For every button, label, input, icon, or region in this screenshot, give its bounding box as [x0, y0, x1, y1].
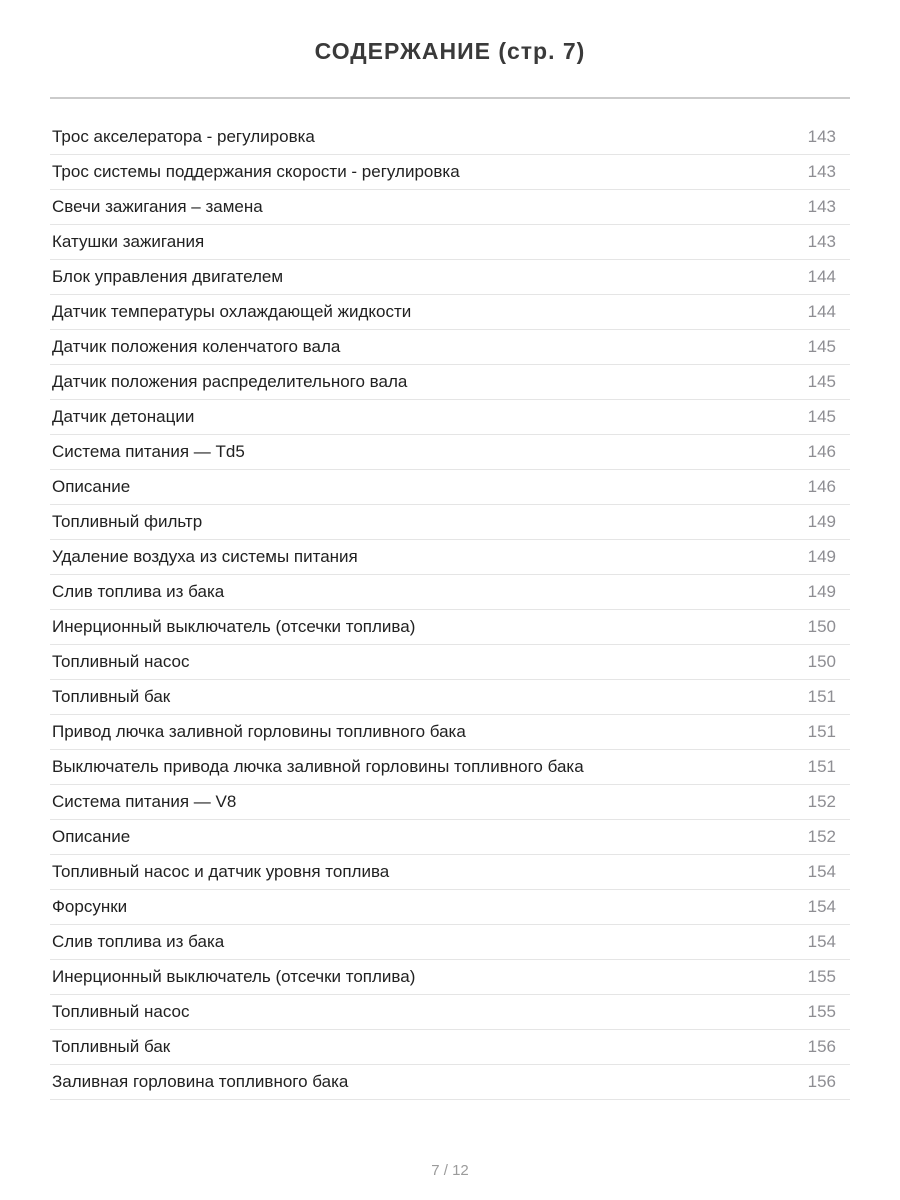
toc-row	[50, 1030, 850, 1065]
toc-item-page: 156	[807, 1072, 836, 1091]
toc-row	[50, 820, 850, 855]
toc-item-label: Привод лючка заливной горловины топливного бака	[52, 722, 466, 741]
page-indicator: 7 / 12	[431, 1162, 469, 1179]
toc-item-page: 154	[807, 932, 836, 951]
toc-item-page: 152	[807, 792, 836, 811]
toc-row	[50, 680, 850, 715]
toc-item-label: Инерционный выключатель (отсечки топлива)	[52, 617, 416, 636]
toc-item-page: 143	[807, 197, 836, 216]
toc-item-label: Описание	[52, 827, 131, 846]
toc-row	[50, 540, 850, 575]
toc-row	[50, 855, 850, 890]
toc-item-label: Выключатель привода лючка заливной горловины топливного бака	[52, 757, 584, 776]
toc-item-label: Система питания — Td5	[52, 442, 245, 461]
toc-row	[50, 925, 850, 960]
toc-row	[50, 610, 850, 645]
toc-item-page: 151	[807, 757, 836, 776]
toc-item-label: Топливный бак	[52, 687, 171, 706]
toc-item-label: Датчик положения распределительного вала	[52, 372, 408, 391]
toc-row	[50, 890, 850, 925]
toc-item-label: Форсунки	[52, 897, 128, 916]
toc-item-page: 145	[807, 407, 836, 426]
toc-row	[50, 960, 850, 995]
toc-row	[50, 785, 850, 820]
toc-item-label: Свечи зажигания – замена	[52, 197, 263, 216]
toc-item-label: Датчик детонации	[52, 407, 195, 426]
toc-row	[50, 645, 850, 680]
toc-item-page: 150	[807, 652, 836, 671]
toc-row	[50, 330, 850, 365]
toc-item-label: Заливная горловина топливного бака	[52, 1072, 349, 1091]
toc-item-page: 155	[807, 1002, 836, 1021]
toc-row	[50, 260, 850, 295]
toc-item-label: Описание	[52, 477, 131, 496]
toc-item-label: Слив топлива из бака	[52, 932, 225, 951]
toc-row	[50, 435, 850, 470]
toc-item-page: 151	[807, 687, 836, 706]
toc-row	[50, 190, 850, 225]
toc-item-label: Датчик температуры охлаждающей жидкости	[52, 302, 412, 321]
toc-item-label: Блок управления двигателем	[52, 267, 284, 286]
toc-item-page: 144	[807, 267, 836, 286]
toc-item-label: Датчик положения коленчатого вала	[52, 337, 341, 356]
toc-row	[50, 505, 850, 540]
toc-row	[50, 120, 850, 155]
toc-item-page: 143	[807, 162, 836, 181]
toc-item-label: Трос акселератора - регулировка	[52, 127, 315, 146]
toc-item-page: 149	[807, 582, 836, 601]
toc-row	[50, 995, 850, 1030]
toc-item-page: 151	[807, 722, 836, 741]
toc-row	[50, 750, 850, 785]
toc-item-label: Система питания — V8	[52, 792, 237, 811]
toc-item-page: 145	[807, 372, 836, 391]
toc-item-label: Топливный фильтр	[52, 512, 203, 531]
toc-row	[50, 575, 850, 610]
toc-item-label: Инерционный выключатель (отсечки топлива)	[52, 967, 416, 986]
toc-item-page: 149	[807, 512, 836, 531]
toc-item-label: Удаление воздуха из системы питания	[52, 547, 358, 566]
toc-item-label: Топливный бак	[52, 1037, 171, 1056]
toc-item-page: 149	[807, 547, 836, 566]
toc-item-page: 146	[807, 442, 836, 461]
toc-row	[50, 470, 850, 505]
toc-item-page: 146	[807, 477, 836, 496]
toc-item-label: Топливный насос	[52, 652, 190, 671]
toc-item-page: 150	[807, 617, 836, 636]
toc-item-label: Слив топлива из бака	[52, 582, 225, 601]
toc-item-page: 154	[807, 897, 836, 916]
toc-item-label: Топливный насос и датчик уровня топлива	[52, 862, 390, 881]
toc-item-page: 143	[807, 127, 836, 146]
toc-item-page: 144	[807, 302, 836, 321]
toc-row	[50, 715, 850, 750]
toc-row	[50, 1065, 850, 1100]
toc-item-page: 156	[807, 1037, 836, 1056]
toc-item-page: 154	[807, 862, 836, 881]
toc-page	[50, 0, 850, 1179]
toc-row	[50, 400, 850, 435]
page-title: СОДЕРЖАНИЕ (стр. 7)	[314, 38, 586, 64]
toc-row	[50, 155, 850, 190]
toc-item-page: 155	[807, 967, 836, 986]
toc-item-label: Трос системы поддержания скорости - регулировка	[52, 162, 460, 181]
toc-row	[50, 225, 850, 260]
toc-item-page: 143	[807, 232, 836, 251]
toc-item-label: Катушки зажигания	[52, 232, 205, 251]
toc-list	[50, 120, 850, 1100]
toc-item-page: 152	[807, 827, 836, 846]
toc-row	[50, 295, 850, 330]
toc-row	[50, 365, 850, 400]
toc-item-page: 145	[807, 337, 836, 356]
toc-item-label: Топливный насос	[52, 1002, 190, 1021]
header-divider	[50, 97, 850, 99]
